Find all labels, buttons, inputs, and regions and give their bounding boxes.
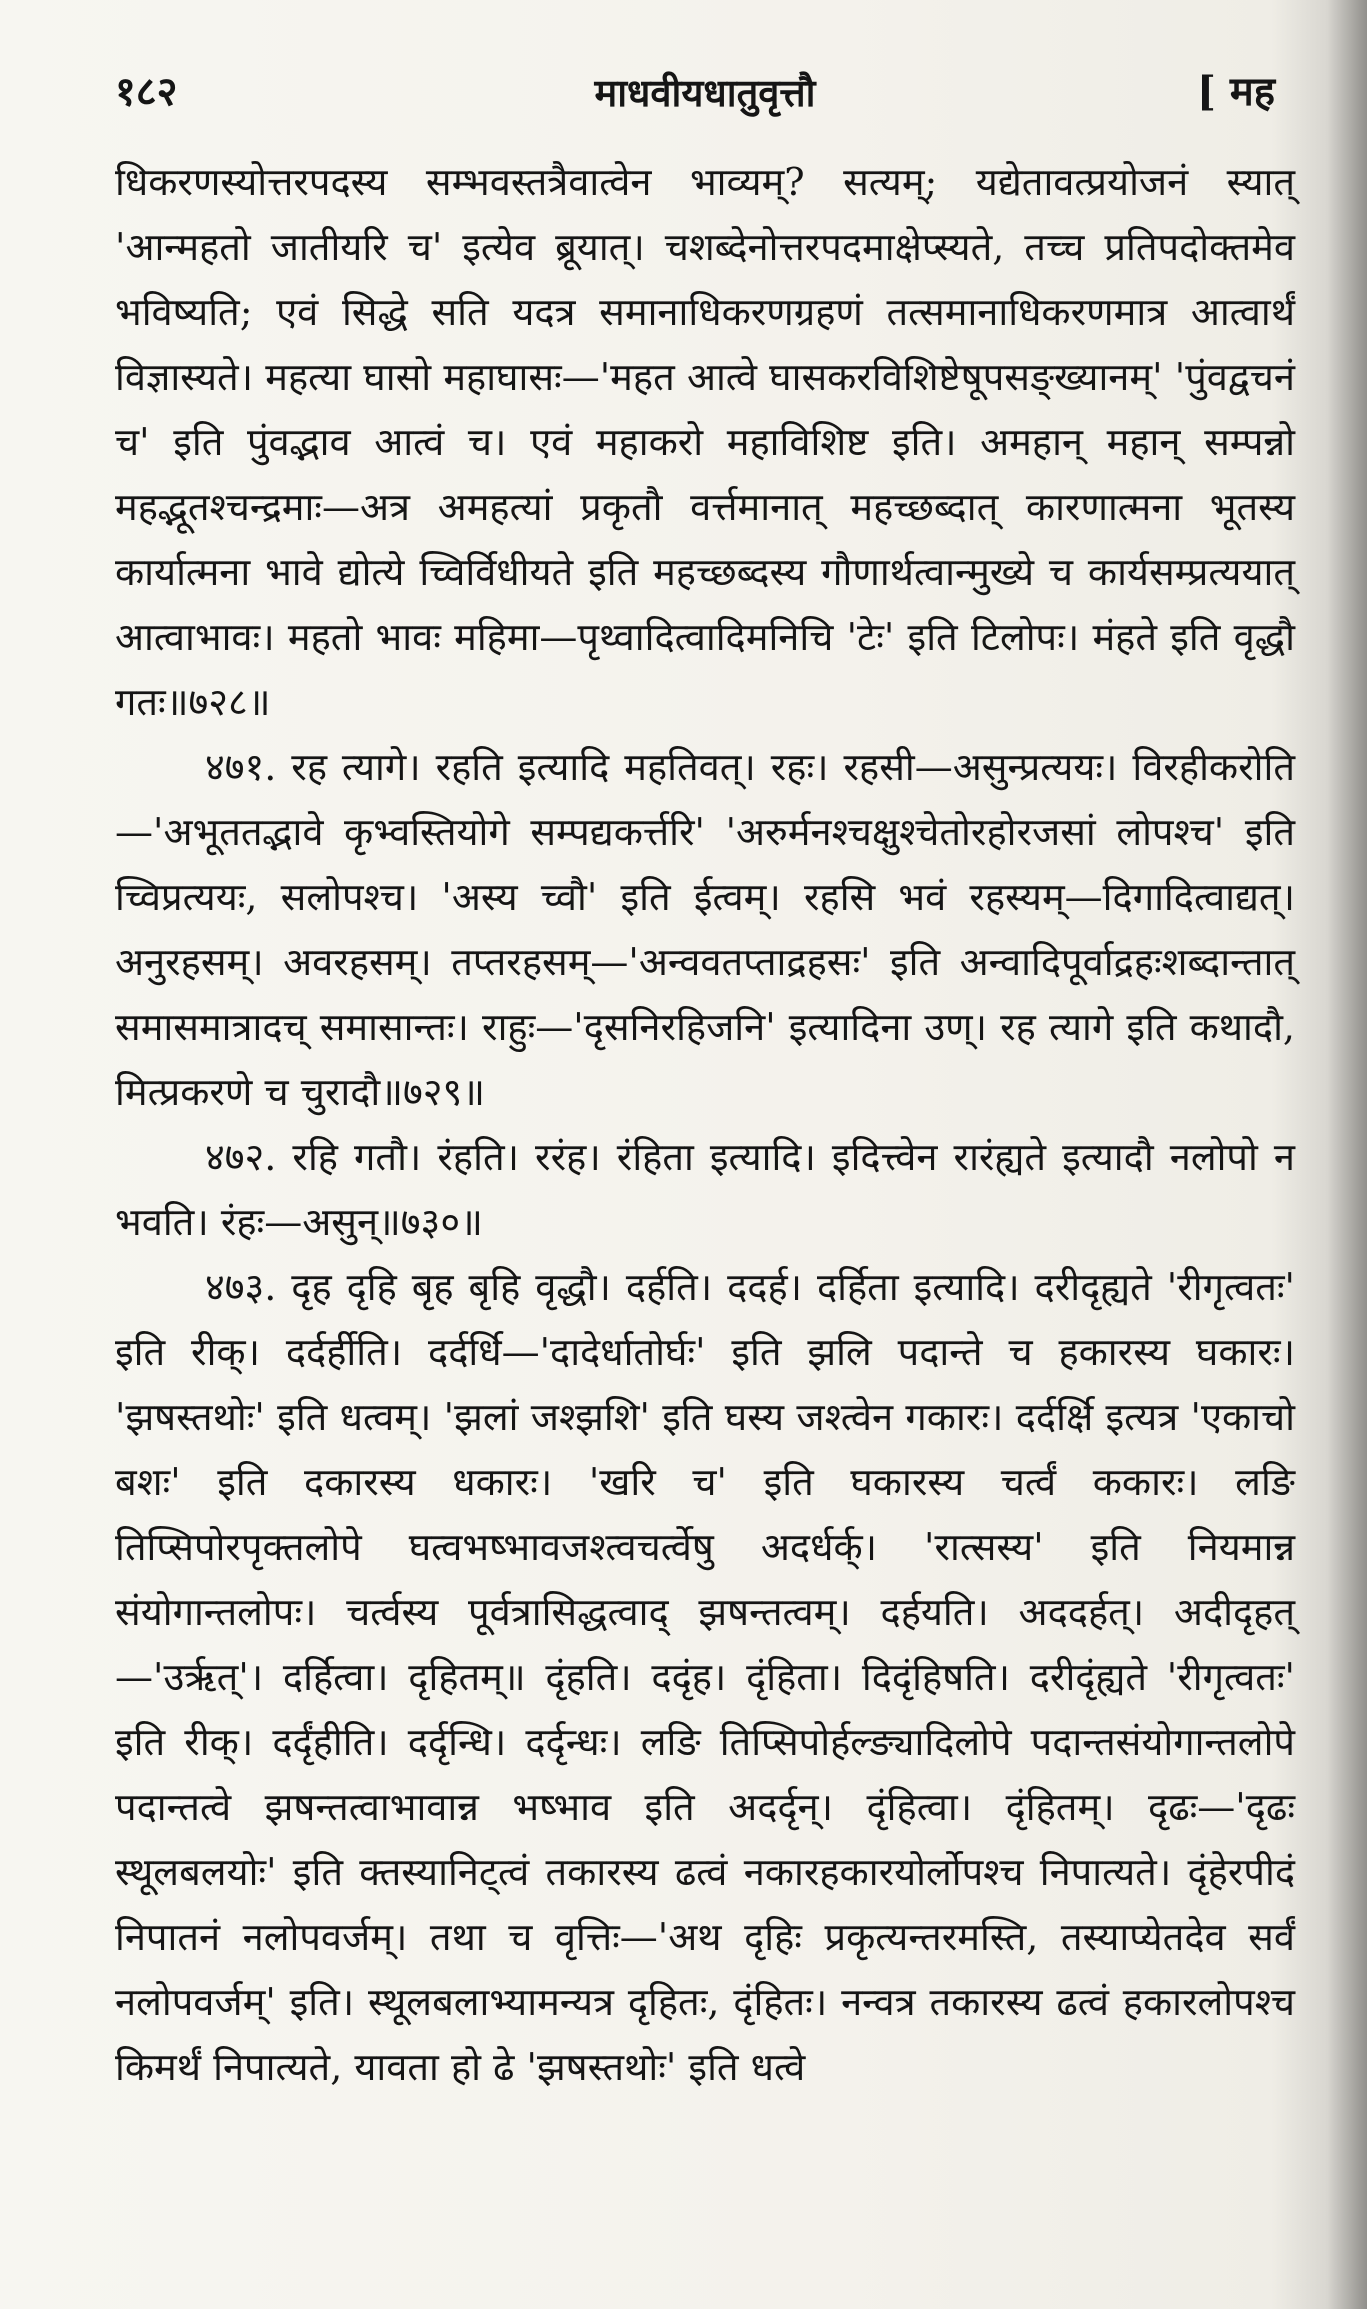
page-edge-shadow [1327,0,1367,2309]
paragraph-root-473: ४७३. दृह दृहि बृह बृहि वृद्धौ। दर्हति। ददर्ह। दर्हिता इत्यादि। दरीदृह्यते 'रीगृत्वतः' इति रीक्। दर्दर्हीति। दर्दर्धि—'दादेर्धातोर्घः' इति झलि पदान्ते च हकारस्य घकारः। 'झषस्तथोः' इति धत्वम्। 'झलां जश्झशि' इति घस्य जश्त्वेन गकारः। दर्दर्क्षि इत्यत्र 'एकाचो बशः' इति दकारस्य धकारः। 'खरि च' इति घकारस्य चर्त्वं ककारः। लङि तिप्सिपोरपृक्तलोपे घत्वभष्भावजश्त्वचर्त्वेषु अदर्धर्क्। 'रात्सस्य' इति नियमान्न संयोगान्तलोपः। चर्त्वस्य पूर्वत्रासिद्धत्वाद् झषन्तत्वम्। दर्हयति। अददर्हत्। अदीदृहत्—'उर्ऋत्'। दर्हित्वा। दृहितम्॥ दृंहति। ददृंह। दृंहिता। दिदृंहिषति। दरीदृंह्यते 'रीगृत्वतः' इति रीक्। दर्दृंहीति। दर्दृन्धि। दर्दृन्धः। लङि तिप्सिपोर्हल्ङ्यादिलोपे पदान्तसंयोगान्तलोपे पदान्तत्वे झषन्तत्वाभावान्न भष्भाव इति अदर्दृन्। दृंहित्वा। दृंहितम्। दृढः—'दृढः स्थूलबलयोः' इति क्तस्यानिट्त्वं तकारस्य ढत्वं नकारहकारयोर्लोपश्च निपात्यते। दृंहेरपीदं निपातनं नलोपवर्जम्। तथा च वृत्तिः—'अथ दृहिः प्रकृत्यन्तरमस्ति, तस्याप्येतदेव सर्वं नलोपवर्जम्' इति। स्थूलबलाभ्यामन्यत्र दृहितः, दृंहितः। नन्वत्र तकारस्य ढत्वं हकारलोपश्च किमर्थं निपात्यते, यावता हो ढे 'झषस्तथोः' इति धत्वे [115,1265,1295,2089]
section-marker: [ मह [1196,68,1275,115]
paragraph-root-472: ४७२. रहि गतौ। रंहति। ररंह। रंहिता इत्यादि। इदित्त्वेन रारंह्यते इत्यादौ नलोपो न भवति। रंहः—असुन्॥७३०॥ [115,1135,1295,1244]
running-title: माधवीयधातुवृत्तौ [594,70,816,115]
page-header [115,62,1295,122]
body-text [115,150,1295,2100]
page-number: १८२ [115,68,178,115]
paragraph-continuation: धिकरणस्योत्तरपदस्य सम्भवस्तत्रैवात्वेन भाव्यम्? सत्यम्; यद्येतावत्प्रयोजनं स्यात् 'आन्महतो जातीयरि च' इत्येव ब्रूयात्। चशब्देनोत्तरपदमाक्षेप्स्यते, तच्च प्रतिपदोक्तमेव भविष्यति; एवं सिद्धे सति यदत्र समानाधिकरणग्रहणं तत्समानाधिकरणमात्र आत्वार्थं विज्ञास्यते। महत्या घासो महाघासः—'महत आत्वे घासकरविशिष्टेषूपसङ्ख्यानम्' 'पुंवद्वचनं च' इति पुंवद्भाव आत्वं च। एवं महाकरो महाविशिष्ट इति। अमहान् महान् सम्पन्नो महद्भूतश्चन्द्रमाः—अत्र अमहत्यां प्रकृतौ वर्त्तमानात् महच्छब्दात् कारणात्मना भूतस्य कार्यात्मना भावे द्योत्ये च्विर्विधीयते इति महच्छब्दस्य गौणार्थत्वान्मुख्ये च कार्यसम्प्रत्ययात् आत्वाभावः। महतो भावः महिमा—पृथ्वादित्वादिमनिचि 'टेः' इति टिलोपः। मंहते इति वृद्धौ गतः॥७२८॥ [115,160,1295,724]
paragraph-root-471: ४७१. रह त्यागे। रहति इत्यादि महतिवत्। रहः। रहसी—असुन्प्रत्ययः। विरहीकरोति—'अभूततद्भावे कृभ्वस्तियोगे सम्पद्यकर्त्तरि' 'अरुर्मनश्चक्षुश्चेतोरहोरजसां लोपश्च' इति च्विप्रत्ययः, सलोपश्च। 'अस्य च्वौ' इति ईत्वम्। रहसि भवं रहस्यम्—दिगादित्वाद्यत्। अनुरहसम्। अवरहसम्। तप्तरहसम्—'अन्ववतप्ताद्रहसः' इति अन्वादिपूर्वाद्रहःशब्दान्तात् समासमात्रादच् समासान्तः। राहुः—'दृसनिरहिजनि' इत्यादिना उण्। रह त्यागे इति कथादौ, मित्प्रकरणे च चुरादौ॥७२९॥ [115,745,1295,1114]
